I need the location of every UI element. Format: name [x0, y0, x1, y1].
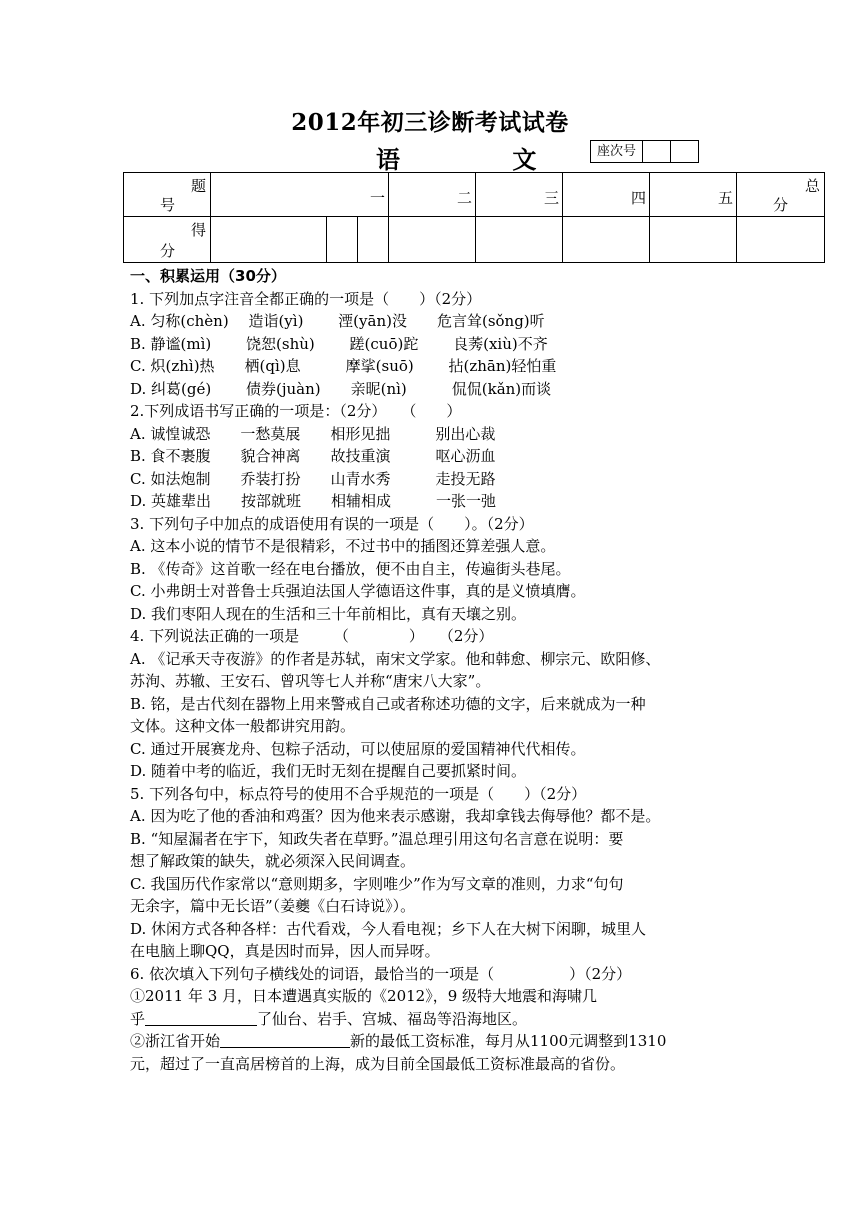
option: B. “知屋漏者在宇下，知政失者在草野。”温总理引用这句名言意在说明：要: [130, 829, 624, 848]
option: C. 小弗朗士对普鲁士兵强迫法国人学德语这件事，真的是义愤填膺。: [130, 582, 586, 600]
seat-cell[interactable]: [670, 141, 698, 162]
score-row: [124, 217, 825, 263]
option: C. 如法炮制 乔装打扮 山青水秀 走投无路: [130, 469, 496, 488]
score-cell[interactable]: [563, 217, 650, 263]
score-cell[interactable]: [358, 217, 389, 263]
option: B. 静谧(mì) 饶恕(shù) 蹉(cuō)跎 良莠(xiù)不齐: [130, 334, 548, 353]
score-cell[interactable]: [327, 217, 358, 263]
option-continued: 文体。这种文体一般都讲究用韵。: [130, 717, 356, 735]
option-continued: 苏洵、苏辙、王安石、曾巩等七人并称“唐宋八大家”。: [130, 672, 491, 690]
question: 1. 下列加点字注音全都正确的一项是（ ）（2分）: [130, 289, 482, 308]
option: C. 我国历代作家常以“意则期多，字则唯少”作为写文章的准则，力求“句句: [130, 874, 624, 893]
option: A. 诚惶诚恐 一愁莫展 相形见拙 别出心裁: [130, 424, 496, 443]
exam-title: 2012年初三诊断考试试卷: [291, 109, 569, 136]
col-header: 一: [211, 173, 389, 217]
option: A. 因为吃了他的香油和鸡蛋？因为他来表示感谢，我却拿钱去侮辱他？都不是。: [130, 807, 661, 825]
option: C. 炽(zhì)热 栖(qì)息 摩挲(suō) 拈(zhān)轻怕重: [130, 357, 557, 375]
question: 2.下列成语书写正确的一项是：（2分） （ ）: [130, 402, 462, 420]
sentence: ②浙江省开始 新的最低工资标准，每月从1100元调整到1310: [130, 1032, 667, 1050]
header-cell: 得 分: [124, 217, 211, 263]
option: B. 铭，是古代刻在器物上用来警戒自己或者称述功德的文字，后来就成为一种: [130, 694, 646, 713]
subject-title: 语 文: [376, 145, 589, 174]
col-header: 五: [650, 173, 737, 217]
score-header-row: [124, 173, 825, 217]
seat-number-box: [590, 140, 699, 163]
option-continued: 想了解政策的缺失，就必须深入民间调查。: [130, 852, 416, 870]
option: B. 《传奇》这首歌一经在电台播放，便不由自主，传遍街头巷尾。: [130, 559, 571, 578]
option: D. 随着中考的临近，我们无时无刻在提醒自己要抓紧时间。: [130, 762, 527, 780]
col-header: 三: [476, 173, 563, 217]
exam-content: [130, 265, 740, 1075]
option: D. 纠葛(gé) 债券(juàn) 亲昵(nì) 侃侃(kǎn)而谈: [130, 379, 552, 398]
score-cell[interactable]: [476, 217, 563, 263]
fill-blank[interactable]: [145, 1009, 257, 1026]
score-cell[interactable]: [389, 217, 476, 263]
option: A. 匀称(chèn) 造诣(yì) 湮(yān)没 危言耸(sǒng)听: [130, 312, 545, 330]
question: 4. 下列说法正确的一项是 （ ） （2分）: [130, 627, 494, 645]
score-cell[interactable]: [737, 217, 825, 263]
header-cell: 题 号: [124, 173, 211, 217]
col-header: 二: [389, 173, 476, 217]
sentence: ①2011 年 3 月，日本遭遇真实版的《2012》，9 级特大地震和海啸几: [130, 987, 598, 1005]
question: 6. 依次填入下列句子横线处的词语，最恰当的一项是（ ）（2分）: [130, 964, 632, 983]
section-heading: 一、积累运用（30分）: [130, 267, 286, 285]
option: A. 这本小说的情节不是很精彩，不过书中的插图还算差强人意。: [130, 537, 556, 555]
seat-label: 座次号: [597, 144, 637, 159]
question: 3. 下列句子中加点的成语使用有误的一项是（ ）。（2分）: [130, 514, 534, 533]
total-header: 总 分: [737, 173, 825, 217]
option-continued: 无余字，篇中无长语”（姜夔《白石诗说》）。: [130, 897, 416, 915]
option: D. 我们枣阳人现在的生活和三十年前相比，真有天壤之别。: [130, 604, 527, 623]
score-cell[interactable]: [650, 217, 737, 263]
score-table: [123, 172, 825, 263]
col-header: 四: [563, 173, 650, 217]
fill-blank[interactable]: [220, 1031, 350, 1048]
sentence-continued: 元，超过了一直高居榜首的上海，成为目前全国最低工资标准最高的省份。: [130, 1054, 626, 1073]
option: A. 《记承天寺夜游》的作者是苏轼，南宋文学家。他和韩愈、柳宗元、欧阳修、: [130, 649, 661, 668]
score-cell[interactable]: [211, 217, 327, 263]
seat-cell[interactable]: [642, 141, 670, 162]
option-continued: 在电脑上聊QQ，真是因时而异，因人而异呀。: [130, 942, 440, 960]
option: B. 食不裹腹 貌合神离 故技重演 呕心沥血: [130, 447, 496, 465]
option: C. 通过开展赛龙舟、包粽子活动，可以使屈原的爱国精神代代相传。: [130, 739, 586, 758]
option: D. 英雄辈出 按部就班 相辅相成 一张一弛: [130, 492, 497, 510]
option: D. 休闲方式各种各样：古代看戏，今人看电视；乡下人在大树下闲聊，城里人: [130, 919, 647, 938]
sentence-continued: 乎 了仙台、岩手、宫城、福岛等沿海地区。: [130, 1009, 528, 1028]
question: 5. 下列各句中，标点符号的使用不合乎规范的一项是（ ）（2分）: [130, 784, 587, 803]
